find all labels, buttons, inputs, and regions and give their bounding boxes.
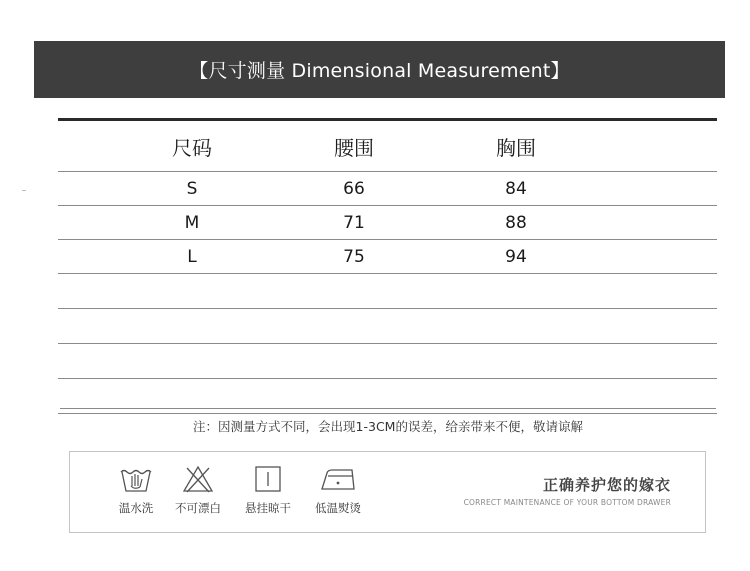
care-item-dry (238, 464, 298, 516)
no-bleach-icon (181, 464, 215, 494)
header-size: 尺码 (172, 135, 212, 160)
care-item-bleach (168, 464, 228, 516)
care-label: 温水洗 (118, 501, 154, 515)
cell-size: S (186, 178, 198, 199)
table-row (58, 172, 717, 206)
cell-size: L (187, 246, 197, 267)
header-chest: 胸围 (496, 135, 536, 160)
care-instructions-box (69, 451, 706, 533)
care-label: 低温熨烫 (315, 501, 361, 515)
cell-chest: 88 (505, 212, 527, 233)
care-title: 正确养护您的嫁衣 (542, 476, 671, 494)
low-iron-icon (318, 464, 358, 494)
hang-dry-icon (251, 464, 285, 494)
cell-chest: 84 (505, 178, 527, 199)
care-label: 不可漂白 (175, 501, 221, 515)
care-subtitle: CORRECT MAINTENANCE OF YOUR BOTTOM DRAWER (463, 498, 671, 507)
cell-waist: 66 (343, 178, 365, 199)
size-table (58, 118, 717, 414)
stray-mark (22, 190, 26, 191)
cell-chest: 94 (505, 246, 527, 267)
care-item-wash (106, 464, 166, 516)
table-row (58, 240, 717, 274)
page-title-banner (34, 41, 725, 98)
cell-waist: 75 (343, 246, 365, 267)
table-row (58, 206, 717, 240)
page-title: 【尺寸测量 Dimensional Measurement】 (189, 60, 570, 82)
table-empty-row (58, 274, 717, 309)
measurement-note: 注：因测量方式不同，会出现1-3CM的误差，给亲带来不便，敬请谅解 (60, 408, 716, 435)
cell-size: M (184, 212, 200, 233)
care-label: 悬挂晾干 (245, 501, 291, 515)
table-empty-row (58, 309, 717, 344)
cell-waist: 71 (343, 212, 365, 233)
care-item-iron (308, 464, 368, 516)
table-header-row (58, 121, 717, 172)
table-empty-row (58, 344, 717, 379)
header-waist: 腰围 (334, 135, 374, 160)
hand-wash-icon (119, 464, 153, 494)
